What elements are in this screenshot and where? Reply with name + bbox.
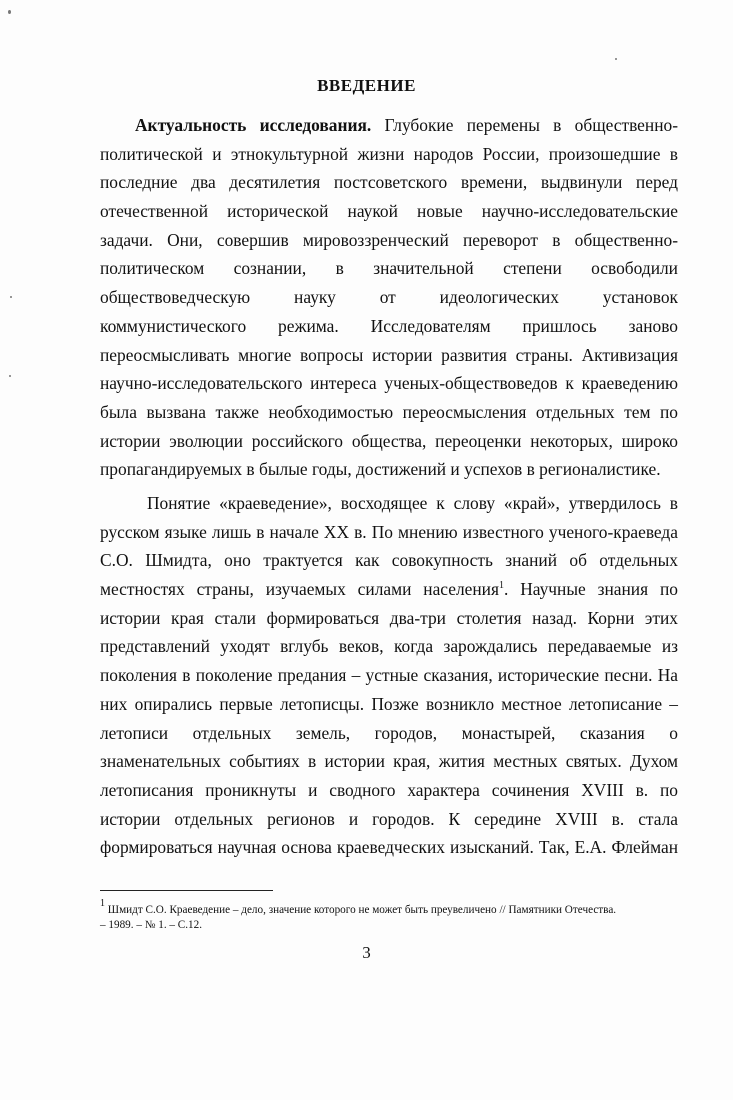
paragraph-line: поколения в поколение предания – устные сказания, исторические песни. На — [100, 665, 678, 686]
paragraph-line: истории отдельных регионов и городов. К середине XVIII в. стала — [100, 808, 678, 829]
paragraph-line: С.О. Шмидта, оно трактуется как совокупность знаний об отдельных — [100, 550, 678, 571]
paragraph-line: задачи. Они, совершив мировоззренческий переворот в общественно- — [100, 229, 678, 250]
footnote-marker: 1 — [100, 898, 105, 909]
paragraph-line: местностях страны, изучаемых силами населения$^1$. Научные знания по — [100, 579, 678, 600]
paragraph-line: летописания проникнуты и сводного характера сочинения XVIII в. по — [100, 779, 678, 800]
paragraph-line: политической и этнокультурной жизни народов России, произошедшие в — [100, 143, 678, 164]
paragraph-line: коммунистического режима. Исследователям пришлось заново — [100, 315, 678, 336]
paragraph-relevance — [100, 111, 678, 484]
paragraph-line: них опирались первые летописцы. Позже возникло местное летописание – — [100, 693, 678, 714]
paragraph-line: представлений уходят вглубь веков, когда зарождались передаваемые из — [100, 636, 678, 657]
paragraph-line: летописи отдельных земель, городов, монастырей, сказания о — [100, 722, 678, 743]
footnote-separator — [100, 890, 273, 891]
paragraph-line: была вызвана также необходимостью переосмысления отдельных тем по — [100, 401, 678, 422]
paragraph-line: переосмысливать многие вопросы истории развития страны. Активизация — [100, 344, 678, 365]
footnote — [100, 898, 678, 932]
scan-speck — [10, 296, 12, 298]
paragraph-line: истории эволюции российского общества, переоценки некоторых, широко — [100, 430, 678, 451]
section-heading: ВВЕДЕНИЕ — [317, 76, 416, 95]
paragraph-line: Понятие «краеведение», восходящее к слову «край», утвердилось в — [147, 493, 678, 513]
lead-bold-text: Актуальность исследования. — [135, 115, 372, 135]
paragraph-line: формироваться научная основа краеведческих изысканий. Так, Е.А. Флейман — [100, 837, 678, 858]
paragraph-line: отечественной исторической наукой новые научно-исследовательские — [100, 201, 678, 222]
paragraph-line: пропагандируемых в былые годы, достижений и успехов в регионалистике. — [100, 459, 661, 480]
scan-speck — [615, 58, 617, 60]
scan-speck — [8, 10, 11, 14]
paragraph-line: научно-исследовательского интереса ученых-обществоведов к краеведению — [100, 373, 678, 394]
paragraph-line: обществоведческую науку от идеологических установок — [100, 287, 678, 308]
scan-speck — [9, 375, 11, 377]
footnote-line: – 1989. – № 1. – С.12. — [100, 918, 203, 931]
paragraph-line: Актуальность исследования. Глубокие перемены в общественно- — [135, 115, 678, 135]
footnote-line: $^1$ Шмидт С.О. Краеведение – дело, значение которого не может быть преувеличено // Памятники Отечества. — [100, 898, 617, 916]
paragraph-line: истории края стали формироваться два-три столетия назад. Корни этих — [100, 607, 678, 628]
footnote-reference[interactable]: 1 — [498, 580, 504, 592]
page-number: 3 — [362, 943, 371, 962]
paragraph-line: последние два десятилетия постсоветского времени, выдвинули перед — [100, 172, 678, 193]
paragraph-line: политическом сознании, в значительной степени освободили — [100, 258, 678, 279]
paragraph-line: русском языке лишь в начале XX в. По мнению известного ученого-краеведа — [100, 521, 678, 542]
paragraph-line: знаменательных событиях в истории края, жития местных святых. Духом — [100, 751, 678, 772]
paragraph-kraevedenie — [100, 489, 678, 862]
